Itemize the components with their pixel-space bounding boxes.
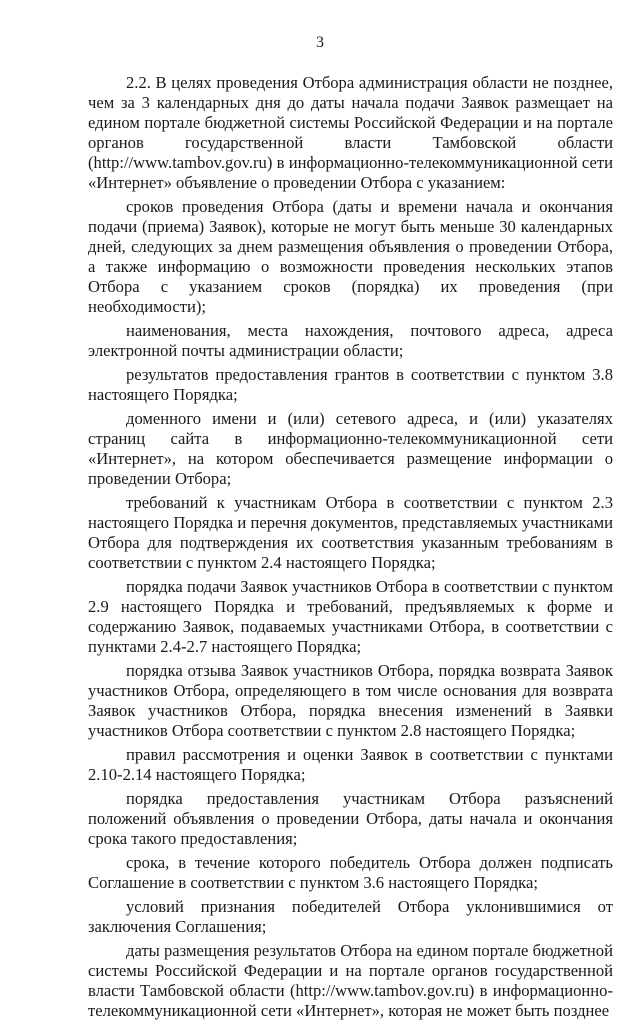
list-item-deadlines: сроков проведения Отбора (даты и времени начала и окончания подачи (приема) Заявок), которые не могут быть меньше 30 календарных дней, следующих за днем размещения объявления о проведении Отбора, а также информацию о возможности проведения нескольких этапов Отбора с указанием сроков (порядка) их проведения (при необходимости); <box>88 197 613 316</box>
list-item-withdrawal: порядка отзыва Заявок участников Отбора, порядка возврата Заявок участников Отбора, определяющего в том числе основания для возврата Заявок участников Отбора, порядка внесения изменений в Заявки участников Отбора соответствии с пунктом 2.8 настоящего Порядка; <box>88 661 613 740</box>
list-item-publication-date: даты размещения результатов Отбора на едином портале бюджетной системы Российской Федерации и на портале органов государственной власти Тамбовской области (http://www.tambov.gov.ru) в информационно-телекоммуникационной сети «Интернет», которая не может быть позднее <box>88 941 613 1020</box>
document-body <box>88 73 613 1021</box>
list-item-review-rules: правил рассмотрения и оценки Заявок в соответствии с пунктами 2.10-2.14 настоящего Порядка; <box>88 745 613 784</box>
list-item-submission: порядка подачи Заявок участников Отбора в соответствии с пунктом 2.9 настоящего Порядка и требований, предъявляемых к форме и содержанию Заявок, подаваемых участниками Отбора, в соответствии с пунктами 2.4-2.7 настоящего Порядка; <box>88 577 613 656</box>
page-number: 3 <box>316 34 324 51</box>
list-item-results: результатов предоставления грантов в соответствии с пунктом 3.8 настоящего Порядка; <box>88 365 613 404</box>
list-item-clarifications: порядка предоставления участникам Отбора разъяснений положений объявления о проведении Отбора, даты начала и окончания срока такого предоставления; <box>88 789 613 848</box>
list-item-requirements: требований к участникам Отбора в соответствии с пунктом 2.3 настоящего Порядка и перечня документов, представляемых участниками Отбора для подтверждения их соответствия указанным требованиям в соответствии с пунктом 2.4 настоящего Порядка; <box>88 493 613 572</box>
list-item-domain: доменного имени и (или) сетевого адреса, и (или) указателях страниц сайта в информационно-телекоммуникационной сети «Интернет», на котором обеспечивается размещение информации о проведении Отбора; <box>88 409 613 488</box>
list-item-evasion-conditions: условий признания победителей Отбора уклонившимися от заключения Соглашения; <box>88 897 613 936</box>
list-item-contacts: наименования, места нахождения, почтового адреса, адреса электронной почты администрации области; <box>88 321 613 360</box>
list-item-signing-term: срока, в течение которого победитель Отбора должен подписать Соглашение в соответствии с пунктом 3.6 настоящего Порядка; <box>88 853 613 892</box>
paragraph-2-2: 2.2. В целях проведения Отбора администрация области не позднее, чем за 3 календарных дня до даты начала подачи Заявок размещает на едином портале бюджетной системы Российской Федерации и на портале органов государственной власти Тамбовской области (http://www.tambov.gov.ru) в информационно-телекоммуникационной сети «Интернет» объявление о проведении Отбора с указанием: <box>88 73 613 192</box>
